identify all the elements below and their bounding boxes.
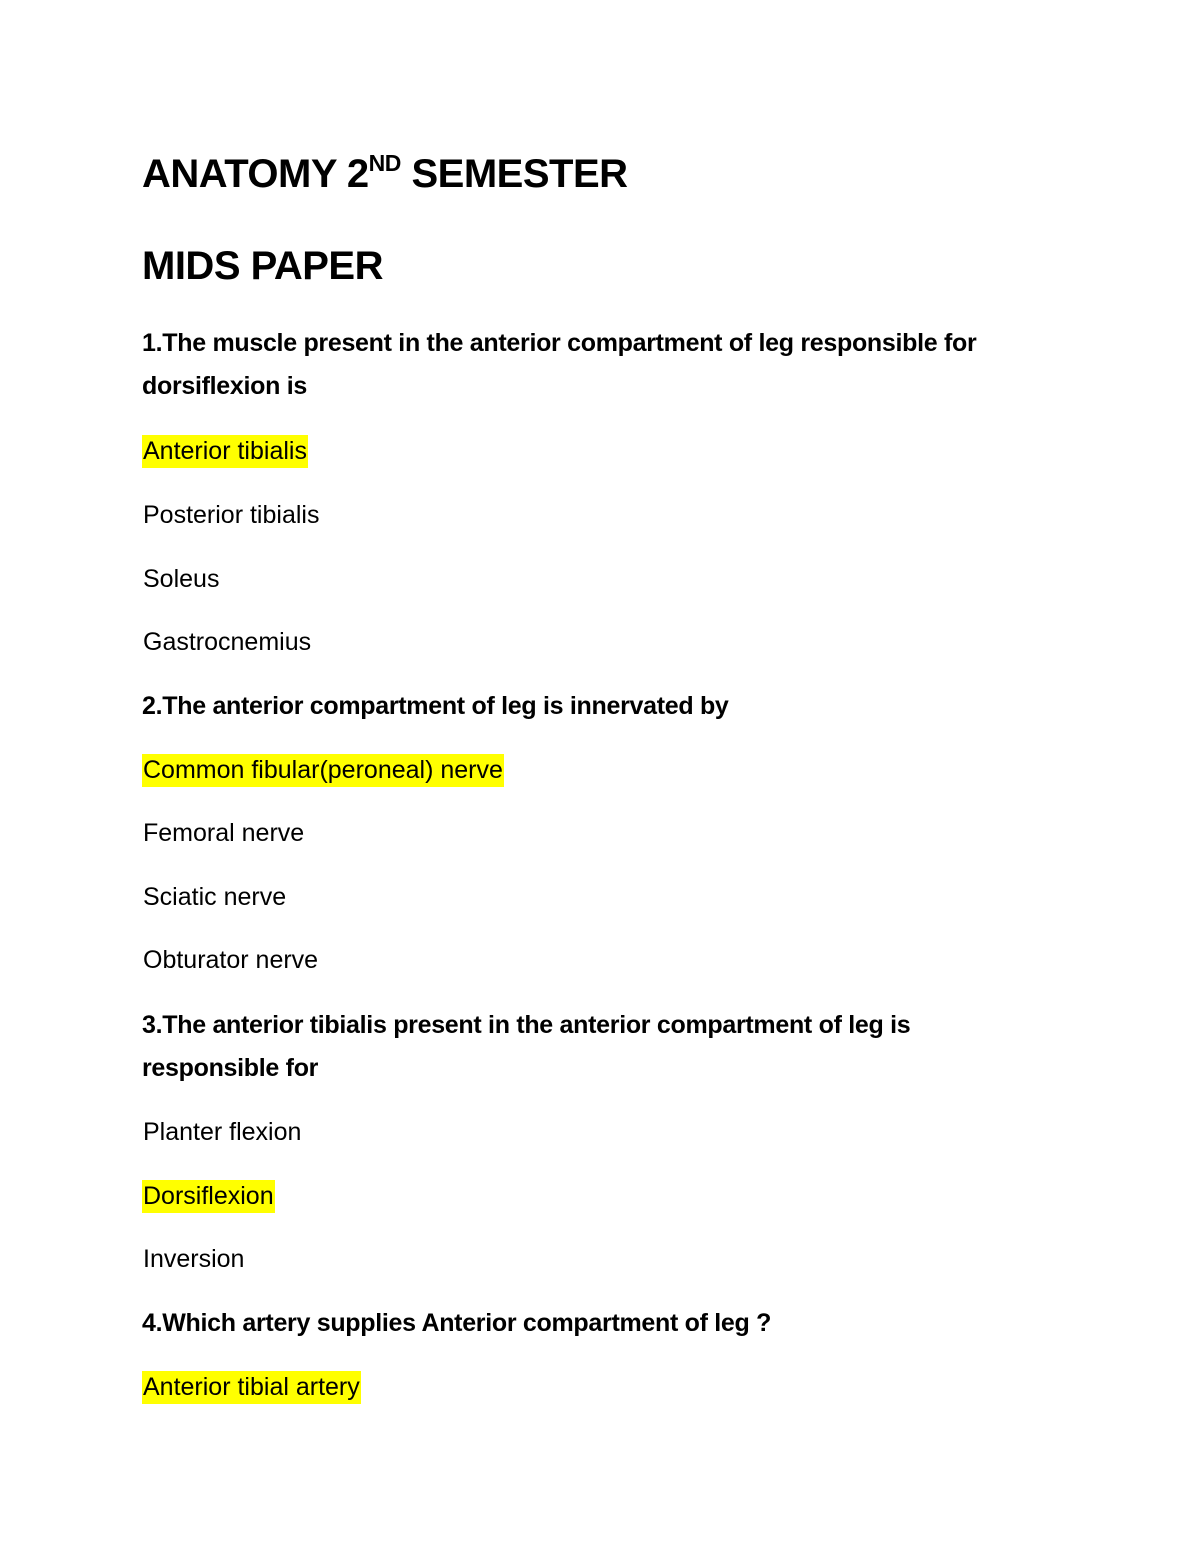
q2-option-b-text: Femoral nerve [143,819,305,847]
q4-option-a [142,1370,361,1404]
q3-option-b [142,1179,275,1213]
q4-option-a-text: Anterior tibial artery [142,1371,361,1404]
question-4: 4.Which artery supplies Anterior compartment of leg ? [142,1309,772,1337]
q2-option-c-text: Sciatic nerve [143,883,287,911]
q1-option-d-text: Gastrocnemius [143,628,312,656]
title-prefix: ANATOMY 2 [142,152,369,196]
q1-option-b [142,498,320,532]
q3-option-a [142,1115,302,1149]
q3-option-c [142,1242,245,1276]
q2-option-d-text: Obturator nerve [143,946,319,974]
q2-option-b [142,816,305,850]
q2-option-c [142,880,287,914]
q1-option-c-text: Soleus [143,565,220,593]
q1-option-a [142,434,308,468]
q1-option-c [142,562,220,596]
question-2: 2.The anterior compartment of leg is innervated by [142,692,729,720]
q2-option-a [142,753,504,787]
document-subtitle: MIDS PAPER [142,244,383,288]
q1-option-b-text: Posterior tibialis [143,501,320,529]
q1-option-a-text: Anterior tibialis [142,435,308,468]
q2-option-d [142,943,319,977]
document-title [142,150,628,203]
title-superscript: ND [368,150,401,176]
q2-option-a-text: Common fibular(peroneal) nerve [142,754,504,787]
question-3: 3.The anterior tibialis present in the anterior compartment of leg is responsible for [142,1011,911,1082]
q1-option-d [142,625,312,659]
title-suffix: SEMESTER [400,152,628,196]
q3-option-c-text: Inversion [143,1245,245,1273]
q3-option-b-text: Dorsiflexion [142,1180,275,1213]
q3-option-a-text: Planter flexion [143,1118,302,1146]
question-1: 1.The muscle present in the anterior compartment of leg responsible for dorsiflexion is [142,329,977,400]
